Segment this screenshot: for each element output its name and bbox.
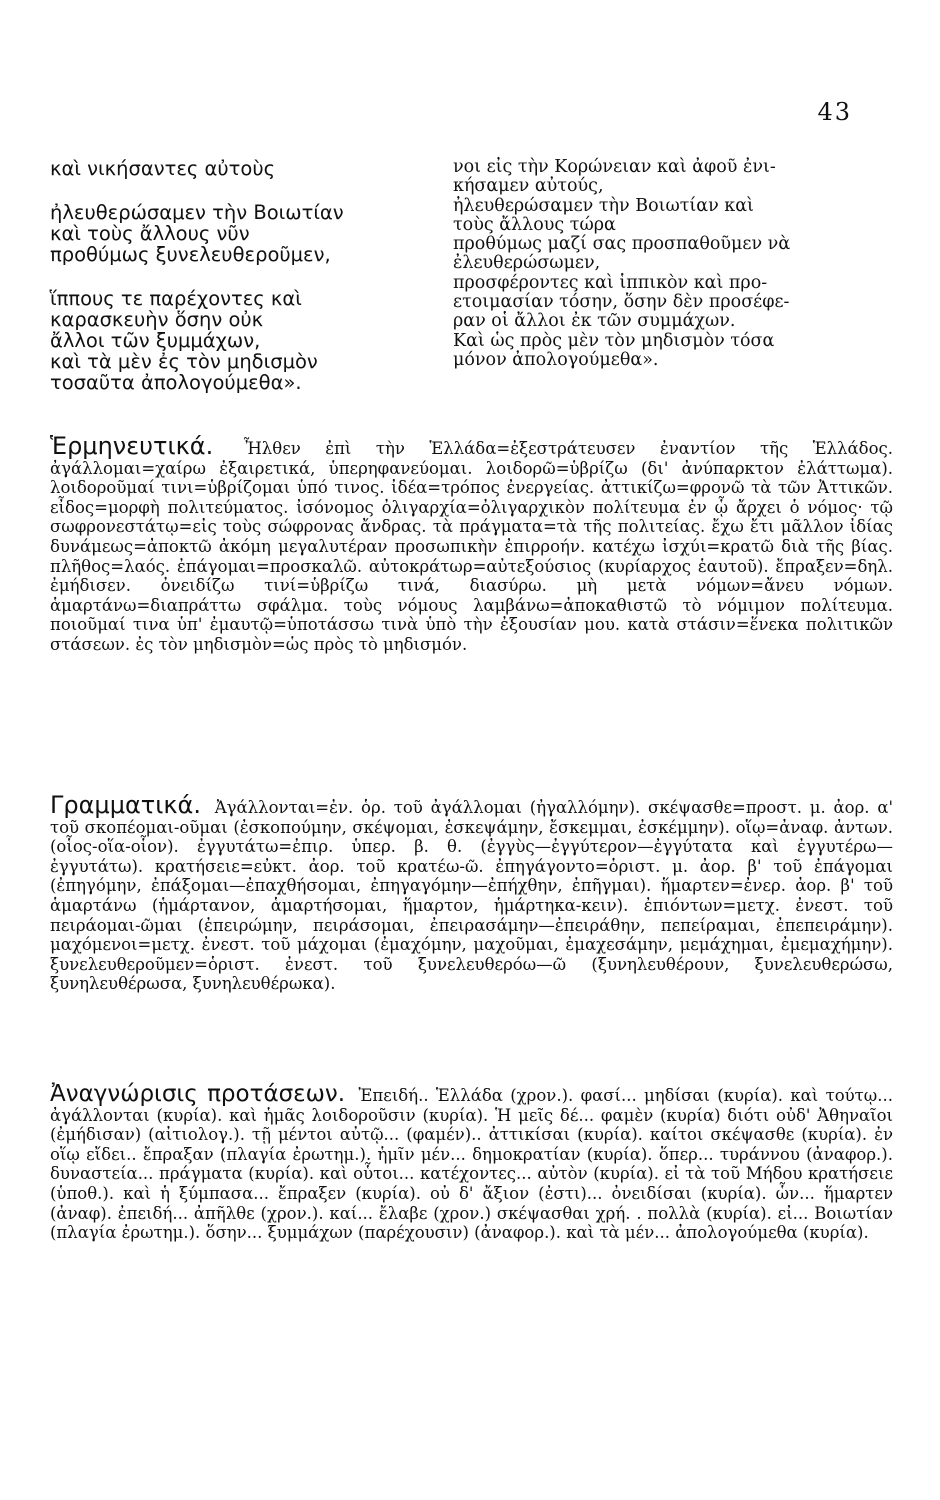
poem-stanza [50, 288, 390, 393]
translation-line: προσφέροντες καὶ ἱππικὸν καὶ προ- [453, 272, 768, 293]
translation-line: κήσαμεν αὐτούς, [453, 176, 604, 197]
translation-line: ετοιμασίαν τόσην, ὅσην δὲν προσέφε- [453, 292, 790, 313]
grammatika-section [50, 791, 894, 994]
poem-line: ἵππους τε παρέχοντες καὶ [50, 287, 302, 310]
hermeneutika-section [50, 432, 894, 655]
translation-line: ἠλευθερώσαμεν τὴν Βοιωτίαν καὶ [453, 195, 754, 216]
poem-line: ἠλευθερώσαμεν τὴν Βοιωτίαν [50, 201, 344, 224]
translation-column [453, 158, 893, 370]
poem-line: καὶ τὰ μὲν ἐς τὸν μηδισμὸν [50, 350, 318, 373]
translation-line: Καὶ ὡς πρὸς μὲν τὸν μηδισμὸν τόσα [453, 330, 775, 351]
poem-line: καρασκευὴν ὅσην οὐκ [50, 308, 264, 331]
translation-line: νοι εἰς τὴν Κορώνειαν καὶ ἀφοῦ ἐνι- [453, 157, 776, 177]
poem-line: καὶ νικήσαντες αὐτοὺς [50, 157, 276, 180]
greek-original-column [50, 158, 390, 416]
grammatika-heading: Γραμματικά. [50, 791, 201, 819]
page-number: 43 [817, 98, 852, 126]
poem-line: προθύμως ξυνελευθεροῦμεν, [50, 243, 331, 266]
translation-line: μόνον ἀπολογούμεθα». [453, 349, 659, 370]
anagnorisis-heading: Ἀναγνώρισις προτάσεων. [50, 1081, 346, 1107]
translation-line: τοὺς ἄλλους τώρα [453, 214, 616, 235]
poem-line: τοσαῦτα ἀπολογούμεθα». [50, 371, 302, 394]
translation-line: ραν οἱ ἄλλοι ἐκ τῶν συμμάχων. [453, 311, 736, 332]
anagnorisis-section [50, 1081, 893, 1243]
hermeneutika-text: Ἦλθεν ἐπὶ τὴν Ἑλλάδα=ἐξεστράτευσεν ἐναντίον τῆς Ἑλλάδος. ἀγάλλομαι=χαίρω ἐξαιρετικά, ὑπερηφανεύομαι. λοιδορῶ=ὑβρίζω (δι' ἀνύπαρκτον ἐλάττωμα). λοιδοροῦμαί τινι=ὑβρίζομαι ὑπό τινος. ἰδέα=τρόπος ἐνεργείας. ἀττικίζω=φρονῶ τὰ τῶν Ἀττικῶν. εἶδος=μορφὴ πολιτεύματος. ἰσόνομος ὀλιγαρχία=ὀλιγαρχικὸν πολίτευμα ἐν ᾧ ἄρχει ὁ νόμος· τῷ σωφρονεστάτῳ=εἰς τοὺς σώφρονας ἄνδρας. τὰ πράγματα=τὰ τῆς πολιτείας. ἔχω ἔτι μᾶλλον ἰδίας δυνάμεως=ἀποκτῶ ἀκόμη μεγαλυτέραν προσωπικὴν ἐπιρροήν. κατέχω ἰσχύι=κρατῶ διὰ τῆς βίας. πλῆθος=λαός. ἐπάγομαι=προσκαλῶ. αὐτοκράτωρ=αὐτεξούσιος (κυρίαρχος ἑαυτοῦ). ἔπραξεν=δηλ. ἐμήδισεν. ὀνειδίζω τινί=ὑβρίζω τινά, διασύρω. μὴ μετὰ νόμων=ἄνευ νόμων. ἁμαρτάνω=διαπράττω σφάλμα. τοὺς νόμους λαμβάνω=ἀποκαθιστῶ τὸ νόμιμον πολίτευμα. ποιοῦμαί τινα ὑπ' ἐμαυτῷ=ὑποτάσσω τινὰ ὑπὸ τὴν ἐξουσίαν μου. κατὰ στάσιν=ἕνεκα πολιτικῶν στάσεων. ἐς τὸν μηδισμὸν=ὡς πρὸς τὸ μηδισμόν. [50, 439, 894, 654]
poem-stanza [50, 158, 390, 179]
translation-line: ἐλευθερώσωμεν, [453, 253, 601, 274]
poem-stanza [50, 202, 390, 265]
poem-line: καὶ τοὺς ἄλλους νῦν [50, 222, 250, 245]
translation-line: προθύμως μαζί σας προσπαθοῦμεν νὰ [453, 234, 791, 255]
anagnorisis-text: Ἐπειδή.. Ἑλλάδα (χρον.). φασί... μηδίσαι (κυρία). καὶ τούτῳ... ἀγάλλονται (κυρία). καὶ ἡμᾶς λοιδοροῦσιν (κυρία). Ἡ μεῖς δέ... φαμὲν (κυρία) διότι οὐδ' Ἀθηναῖοι (ἐμήδισαν) (αἰτιολογ.). τῇ μέντοι αὐτῷ... (φαμέν).. ἀττικίσαι (κυρία). καίτοι σκέψασθε (κυρία). ἐν οἵῳ εἴδει.. ἔπραξαν (πλαγία ἐρωτημ.). ἡμῖν μέν... δημοκρατίαν (κυρία). ὅπερ... τυράννου (ἀναφορ.). δυναστεία... πράγματα (κυρία). καὶ οὗτοι... κατέχοντες... αὐτὸν (κυρία). εἰ τὰ τοῦ Μήδου κρατήσειε (ὑποθ.). καὶ ἡ ξύμπασα... ἔπραξεν (κυρία). οὐ δ' ἄξιον (ἐστι)... ὀνειδίσαι (κυρία). ὧν... ἥμαρτεν (ἀναφ). ἐπειδή... ἀπῆλθε (χρον.). καί... ἔλαβε (χρον.) σκέψασθαι χρή. . πολλὰ (κυρία). εἰ... Βοιωτίαν (πλαγία ἐρωτημ.). ὅσην... ξυμμάχων (παρέχουσιν) (ἀναφορ.). καὶ τὰ μέν... ἀπολογούμεθα (κυρία). [50, 1086, 893, 1243]
hermeneutika-heading: Ἑρμηνευτικά. [50, 432, 214, 460]
poem-line: ἄλλοι τῶν ξυμμάχων, [50, 329, 261, 352]
grammatika-text: Ἀγάλλονται=ἐν. ὁρ. τοῦ ἀγάλλομαι (ἠγαλλόμην). σκέψασθε=προστ. μ. ἀορ. α' τοῦ σκοπέομαι-οῦμαι (ἐσκοπούμην, σκέψομαι, ἐσκεψάμην, ἔσκεμμαι, ἐσκέμμην). οἵῳ=ἀναφ. ἀντων. (οἷος-οἵα-οἷον). ἐγγυτάτω=ἐπιρ. ὑπερ. β. θ. (ἐγγὺς—ἐγγύτερον—ἐγγύτατα καὶ ἐγγυτέρω—ἐγγυτάτω). κρατήσειε=εὐκτ. ἀορ. τοῦ κρατέω-ῶ. ἐπηγάγοντο=ὁριστ. μ. ἀορ. β' τοῦ ἐπάγομαι (ἐπηγόμην, ἐπάξομαι—ἐπαχθήσομαι, ἐπηγαγόμην—ἐπήχθην, ἐπῆγμαι). ἥμαρτεν=ἐνερ. ἀορ. β' τοῦ ἁμαρτάνω (ἡμάρτανον, ἁμαρτήσομαι, ἥμαρτον, ἡμάρτηκα-κειν). ἐπιόντων=μετχ. ἐνεστ. τοῦ πειράομαι-ῶμαι (ἐπειρώμην, πειράσομαι, ἐπειρασάμην—ἐπειράθην, πεπείραμαι, ἐπεπειράμην). μαχόμενοι=μετχ. ἐνεστ. τοῦ μάχομαι (ἐμαχόμην, μαχοῦμαι, ἐμαχεσάμην, μεμάχημαι, ἐμεμαχήμην). ξυνελευθεροῦμεν=ὁριστ. ἐνεστ. τοῦ ξυνελευθερόω—ῶ (ξυνηλευθέρουν, ξυνελευθερώσω, ξυνηλευθέρωσα, ξυνηλευθέρωκα). [50, 798, 894, 994]
